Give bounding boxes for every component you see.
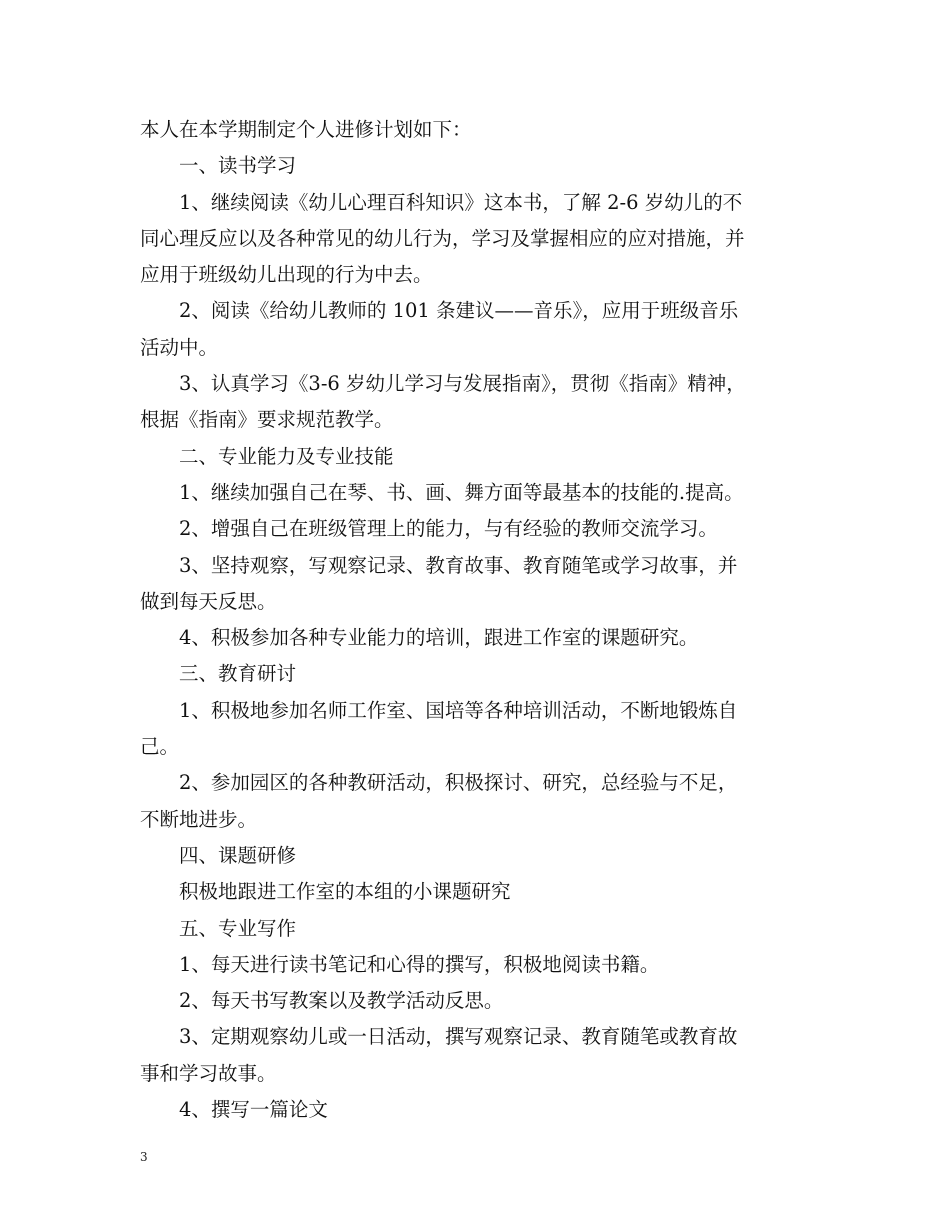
paragraph-line: 2、阅读《给幼儿教师的 101 条建议——音乐》，应用于班级音乐 <box>179 299 739 323</box>
paragraph-line: 活动中。 <box>140 335 219 359</box>
paragraph-line: 2、增强自己在班级管理上的能力，与有经验的教师交流学习。 <box>179 517 718 541</box>
paragraph-line: 事和学习故事。 <box>140 1061 277 1085</box>
paragraph-line: 做到每天反思。 <box>140 589 277 613</box>
paragraph-line: 根据《指南》要求规范教学。 <box>140 408 394 432</box>
paragraph-line: 同心理反应以及各种常见的幼儿行为，学习及掌握相应的应对措施，并 <box>140 226 745 250</box>
paragraph-line: 不断地进步。 <box>140 807 258 831</box>
section-heading-skills: 二、专业能力及专业技能 <box>179 444 394 468</box>
paragraph-line: 3、认真学习《3-6 岁幼儿学习与发展指南》，贯彻《指南》精神， <box>179 372 746 396</box>
paragraph-line: 4、撰写一篇论文 <box>179 1098 328 1122</box>
paragraph-line: 4、积极参加各种专业能力的培训，跟进工作室的课题研究。 <box>179 626 699 650</box>
section-heading-reading: 一、读书学习 <box>179 154 297 178</box>
paragraph-line: 己。 <box>140 735 180 759</box>
page-number: 3 <box>140 1150 148 1164</box>
section-heading-topic: 四、课题研修 <box>179 843 297 867</box>
paragraph-line: 积极地跟进工作室的本组的小课题研究 <box>179 880 511 904</box>
document-body <box>140 112 830 1128</box>
section-heading-research: 三、教育研讨 <box>179 662 297 686</box>
paragraph-line: 2、每天书写教案以及教学活动反思。 <box>179 989 504 1013</box>
paragraph-line: 3、坚持观察，写观察记录、教育故事、教育随笔或学习故事，并 <box>179 553 738 577</box>
paragraph-line: 3、定期观察幼儿或一日活动，撰写观察记录、教育随笔或教育故 <box>179 1025 738 1049</box>
paragraph-line: 2、参加园区的各种教研活动，积极探讨、研究，总经验与不足， <box>179 771 738 795</box>
paragraph-line: 1、积极地参加名师工作室、国培等各种培训活动，不断地锻炼自 <box>179 698 738 722</box>
paragraph-line: 应用于班级幼儿出现的行为中去。 <box>140 263 433 287</box>
section-heading-writing: 五、专业写作 <box>179 916 297 940</box>
paragraph-line: 1、每天进行读书笔记和心得的撰写，积极地阅读书籍。 <box>179 952 660 976</box>
paragraph-line: 1、继续阅读《幼儿心理百科知识》这本书，了解 2-6 岁幼儿的不 <box>179 190 743 214</box>
paragraph-line: 1、继续加强自己在琴、书、画、舞方面等最基本的技能的.提高。 <box>179 480 744 504</box>
intro-line: 本人在本学期制定个人进修计划如下： <box>140 118 472 141</box>
